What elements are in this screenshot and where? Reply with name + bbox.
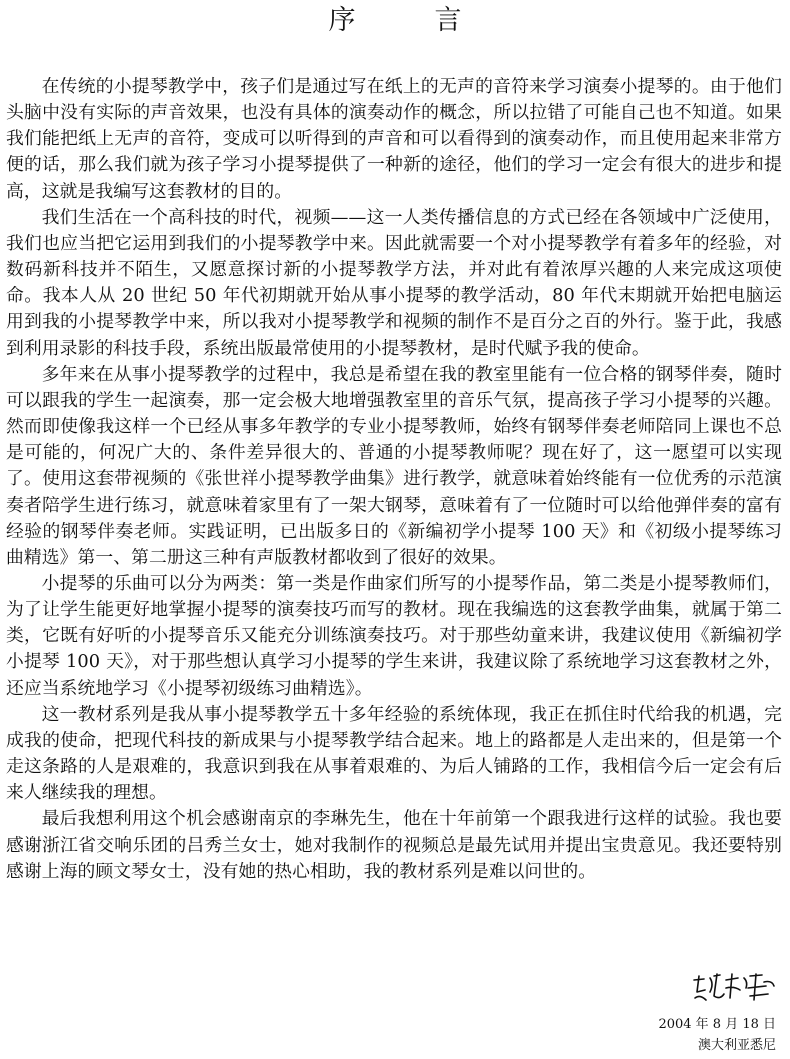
paragraph-5: 这一教材系列是我从事小提琴教学五十多年经验的系统体现，我正在抓住时代给我的机遇，完成我的使命，把现代科技的新成果与小提琴教学结合起来。地上的路都是人走出来的，但是第一个走这条路的人是艰难的，我意识到我在从事着艰难的、为后人铺路的工作，我相信今后一定会有后来人继续我的理想。	[6, 703, 782, 804]
page-title: 序 言	[328, 5, 488, 36]
place-line: 澳大利亚悉尼	[697, 1038, 776, 1053]
preface-body	[6, 74, 782, 885]
paragraph-1: 在传统的小提琴教学中，孩子们是通过写在纸上的无声的音符来学习演奏小提琴的。由于他们头脑中没有实际的声音效果，也没有具体的演奏动作的概念，所以拉错了可能自己也不知道。如果我们能把纸上无声的音符，变成可以听得到的声音和可以看得到的演奏动作，而且使用起来非常方便的话，那么我们就为孩子学习小提琴提供了一种新的途径，他们的学习一定会有很大的进步和提高，这就是我编写这套教材的目的。	[6, 76, 782, 202]
date-line: 2004 年 8 月 18 日	[658, 1017, 776, 1032]
paragraph-3: 多年来在从事小提琴教学的过程中，我总是希望在我的教室里能有一位合格的钢琴伴奏，随时可以跟我的学生一起演奏，那一定会极大地增强教室里的音乐气氛，提高孩子学习小提琴的兴趣。然而即使像我这样一个已经从事多年教学的专业小提琴教师，始终有钢琴伴奏老师陪同上课也不总是可能的，何况广大的、条件差异很大的、普通的小提琴教师呢？现在好了，这一愿望可以实现了。使用这套带视频的《张世祥小提琴教学曲集》进行教学，就意味着始终能有一位优秀的示范演奏者陪学生进行练习，就意味着家里有了一架大钢琴，意味着有了一位随时可以给他弹伴奏的富有经验的钢琴伴奏老师。实践证明，已出版多日的《新编初学小提琴 100 天》和《初级小提琴练习曲精选》第一、第二册这三种有声版教材都收到了很好的效果。	[6, 363, 782, 568]
paragraph-2: 我们生活在一个高科技的时代，视频——这一人类传播信息的方式已经在各领域中广泛使用，我们也应当把它运用到我们的小提琴教学中来。因此就需要一个对小提琴教学有着多年的经验，对数码新科技并不陌生，又愿意探讨新的小提琴教学方法，并对此有着浓厚兴趣的人来完成这项使命。我本人从 20 世纪 50 年代初期就开始从事小提琴的教学活动，80 年代末期就开始把电脑运用到我的小提琴教学中来，所以我对小提琴教学和视频的制作不是百分之百的外行。鉴于此，我感到利用录影的科技手段，系统出版最常使用的小提琴教材，是时代赋予我的使命。	[6, 206, 782, 359]
paragraph-4: 小提琴的乐曲可以分为两类：第一类是作曲家们所写的小提琴作品，第二类是小提琴教师们，为了让学生能更好地掌握小提琴的演奏技巧而写的教材。现在我编选的这套教学曲集，就属于第二类，它既有好听的小提琴音乐又能充分训练演奏技巧。对于那些幼童来讲，我建议使用《新编初学小提琴 100 天》，对于那些想认真学习小提琴的学生来讲，我建议除了系统地学习这套教材之外，还应当系统地学习《小提琴初级练习曲精选》。	[6, 572, 782, 699]
handwritten-signature	[690, 970, 778, 1010]
paragraph-6: 最后我想利用这个机会感谢南京的李琳先生，他在十年前第一个跟我进行这样的试验。我也要感谢浙江省交响乐团的吕秀兰女士，她对我制作的视频总是最先试用并提出宝贵意见。我还要特别感谢上海的顾文琴女士，没有她的热心相助，我的教材系列是难以问世的。	[6, 808, 782, 882]
